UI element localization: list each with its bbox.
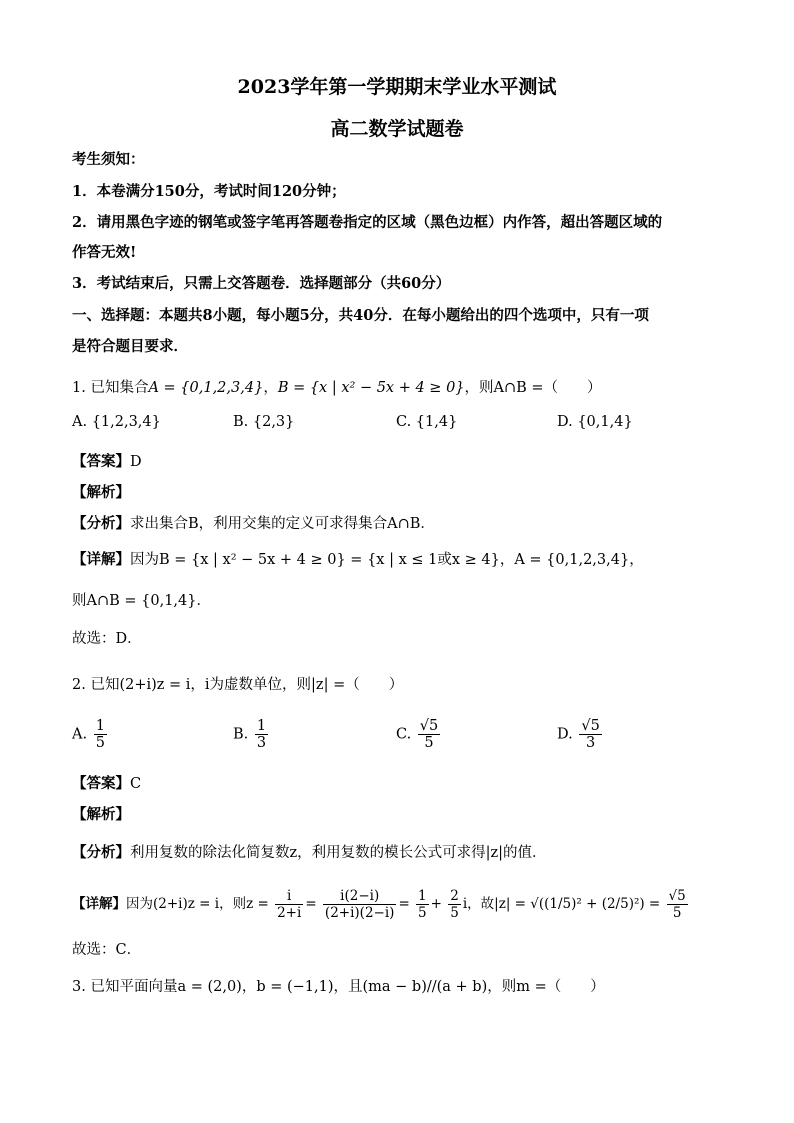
notice-item-2-cont: 作答无效! — [72, 244, 137, 261]
detail-text-a: 因为(2+i)z = i，则z = — [126, 896, 269, 912]
question-2-stem: 2. 已知(2+i)z = i，i为虚数单位，则|z| =（ ） — [72, 677, 404, 693]
question-1-stem — [72, 378, 726, 398]
q1-set-a: A = {0,1,2,3,4} — [148, 380, 264, 396]
notice-item-3: 3．考试结束后，只需上交答题卷．选择题部分（共60分） — [72, 275, 451, 292]
denominator: 3 — [256, 735, 267, 751]
answer-tag: 【答案】 — [72, 775, 130, 792]
denominator: 5 — [418, 905, 427, 921]
q1-choose: 故选：D． — [72, 631, 142, 647]
denominator: (2+i)(2−i) — [324, 905, 395, 921]
notice-item-2: 2．请用黑色字迹的钢笔或签字笔再答题卷指定的区域（黑色边框）内作答，超出答题区域的 — [72, 214, 663, 231]
q1-option-b: B. {2,3} — [233, 414, 295, 430]
q2-frac-5 — [667, 888, 688, 921]
q1-prefix: 1. 已知集合 — [72, 380, 149, 396]
detail-tag: 【详解】 — [72, 896, 126, 912]
numerator: 1 — [418, 888, 427, 904]
detail-text: 因为B = {x | x² − 5x + 4 ≥ 0} = {x | x ≤ 1或x ≥ 4}，A = {0,1,2,3,4}， — [130, 552, 644, 568]
q2-answer — [72, 774, 726, 794]
q2-frac-4 — [448, 888, 461, 921]
section-heading-cont: 是符合题目要求． — [72, 338, 188, 355]
question-3-stem: 3. 已知平面向量a = (2,0)，b = (−1,1)，且(ma − b)//(a + b)，则m =（ ） — [72, 979, 605, 995]
q2-frac-3 — [416, 888, 429, 921]
q1-answer — [72, 452, 726, 472]
q2-opt-d-frac — [579, 718, 601, 751]
fenxi-text: 利用复数的除法化简复数z，利用复数的模长公式可求得|z|的值． — [130, 845, 547, 861]
page-title: 2023学年第一学期期末学业水平测试 — [237, 76, 557, 98]
q2-opt-a-frac — [94, 718, 107, 751]
numerator: √5 — [581, 718, 600, 734]
q1-option-a: A. {1,2,3,4} — [72, 414, 161, 430]
detail-tag: 【详解】 — [72, 551, 130, 568]
numerator: 1 — [95, 718, 105, 734]
q2-detail: 【详解】因为(2+i)z = i，则z = $\frac{i}{2+i}$ = $\frac{i(2-i)}{(2+i)(2-i)}$ = $\frac{1}{5}$ + $\frac{2}{5}$ i，故|z| = √((1/5)² + (2/5)²) = $\frac{√5}{5}$ — [72, 888, 686, 921]
q1-set-b: B = {x | x² − 5x + 4 ≥ 0} — [277, 380, 465, 396]
answer-value: C — [130, 776, 142, 792]
numerator: 1 — [256, 718, 267, 734]
q2-opt-d-label: D. — [557, 726, 573, 743]
answer-tag: 【答案】 — [72, 453, 130, 470]
q2-opt-a-label: A. — [72, 726, 88, 743]
numerator: √5 — [668, 888, 686, 904]
q1-analysis-tag: 【解析】 — [72, 484, 130, 501]
q1-detail-2: 则A∩B = {0,1,4}． — [72, 593, 211, 609]
q2-option-a — [72, 718, 109, 751]
q2-frac-1 — [275, 888, 303, 921]
notice-item-1: 1．本卷满分150分，考试时间120分钟； — [72, 183, 346, 200]
denominator: 5 — [95, 735, 105, 751]
denominator: 3 — [585, 735, 596, 751]
fenxi-text: 求出集合B，利用交集的定义可求得集合A∩B． — [130, 516, 435, 532]
detail-text-b: i，故|z| = √((1/5)² + (2/5)²) = — [462, 896, 661, 912]
numerator: i — [275, 888, 303, 905]
fenxi-tag: 【分析】 — [72, 844, 130, 861]
denominator: 2+i — [277, 905, 302, 921]
denominator: 5 — [672, 905, 682, 921]
denominator: 5 — [424, 735, 434, 751]
q1-fenxi — [72, 514, 726, 534]
q2-choose: 故选：C． — [72, 942, 142, 958]
q1-comma: ， — [263, 380, 278, 396]
q1-suffix: ，则A∩B =（ ） — [464, 380, 602, 396]
q2-frac-2 — [323, 888, 397, 921]
answer-value: D — [130, 454, 142, 470]
notice-heading: 考生须知： — [72, 151, 145, 168]
fenxi-tag: 【分析】 — [72, 515, 130, 532]
numerator: √5 — [419, 718, 439, 734]
q2-opt-c-frac — [418, 718, 440, 751]
numerator: 2 — [450, 888, 459, 904]
q2-option-d — [557, 718, 604, 751]
q2-opt-b-label: B. — [233, 726, 249, 743]
q2-opt-c-label: C. — [396, 726, 412, 743]
q2-analysis-tag: 【解析】 — [72, 806, 130, 823]
q1-option-c: C. {1,4} — [396, 414, 458, 430]
page-subtitle: 高二数学试题卷 — [330, 118, 464, 140]
q2-option-c — [396, 718, 442, 751]
q1-option-d: D. {0,1,4} — [557, 414, 633, 430]
denominator: 5 — [450, 905, 459, 921]
q2-option-b — [233, 718, 270, 751]
q2-fenxi — [72, 843, 726, 863]
q2-opt-b-frac — [255, 718, 268, 751]
section-heading: 一、选择题：本题共8小题，每小题5分，共40分．在每小题给出的四个选项中，只有一项 — [72, 307, 649, 324]
q1-detail — [72, 550, 726, 570]
numerator: i(2−i) — [323, 888, 397, 905]
